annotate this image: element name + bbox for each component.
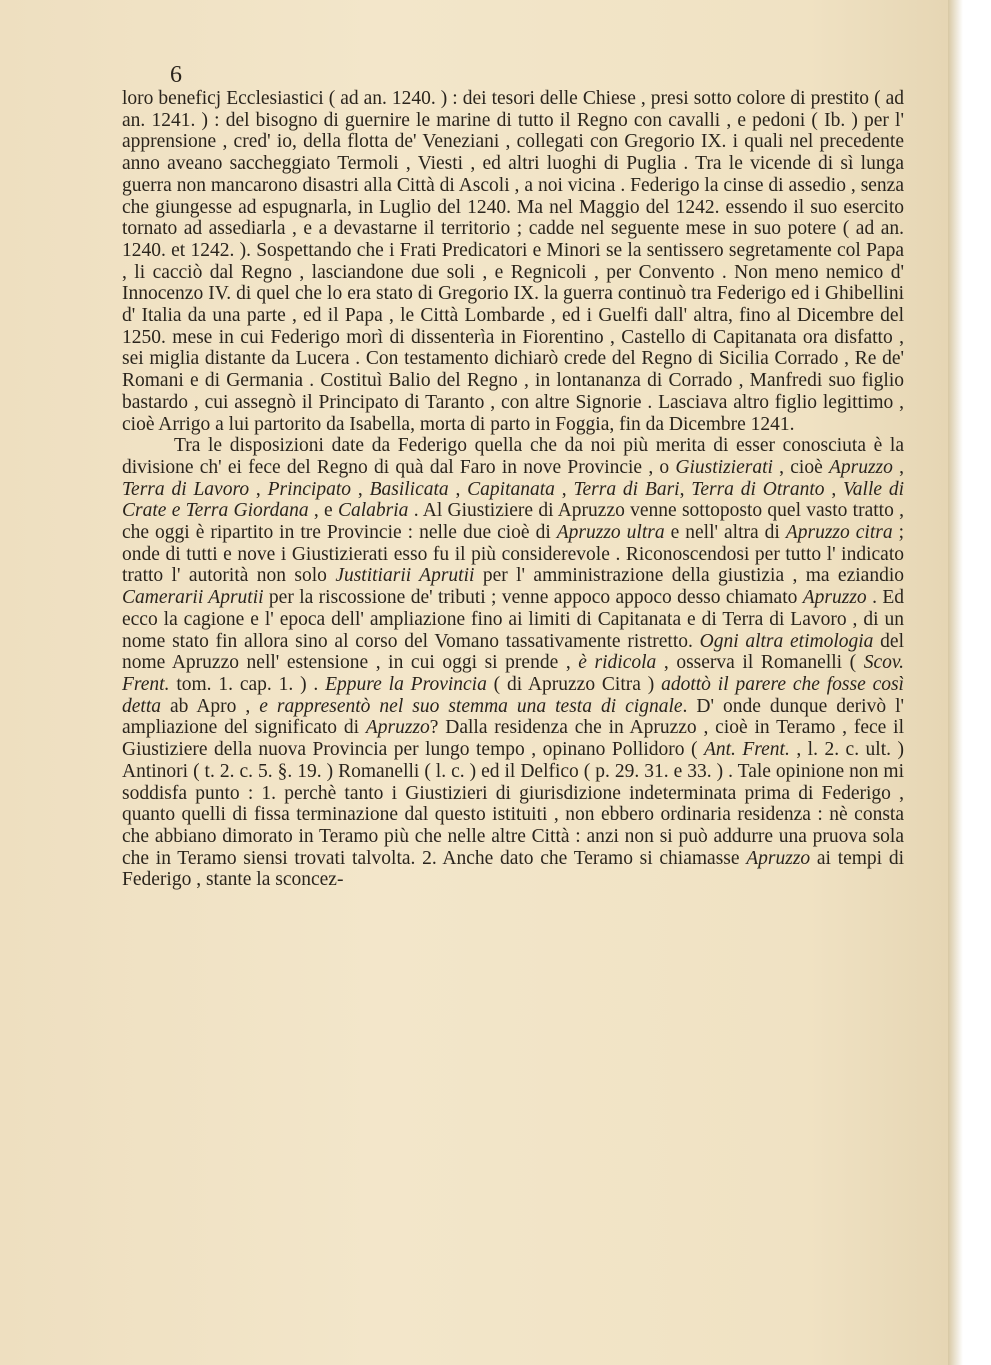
body-text bbox=[122, 88, 904, 891]
italic-text: Scov. Frent. bbox=[122, 652, 904, 695]
text-run: . D' onde dunque derivò l' ampliazione del significato di bbox=[122, 695, 905, 739]
text-run: ab Apro , bbox=[161, 695, 260, 717]
italic-text: Terra di Bari bbox=[573, 478, 680, 500]
italic-text: Eppure la Provincia bbox=[325, 673, 487, 695]
text-run: e nell' altra di bbox=[664, 522, 786, 544]
text-run: tom. 1. cap. 1. ) . bbox=[169, 673, 326, 695]
text-run: per la riscossione de' tributi ; venne appoco appoco desso chiamato bbox=[263, 587, 803, 609]
text-run: per l' amministrazione della giustizia , ma eziandio bbox=[474, 565, 904, 587]
text-run: Tra le disposizioni date da Federigo quella che da noi più merita di esser conosciuta è la divisione ch' ei fece del Regno di quà dal Faro in nove Provincie , o bbox=[122, 435, 904, 478]
text-run: , bbox=[679, 478, 692, 500]
italic-text: e rappresentò nel suo stemma una testa di cignale bbox=[259, 695, 683, 717]
text-run: , bbox=[892, 456, 904, 478]
italic-text: Valle di Crate e Terra Giordana bbox=[122, 478, 905, 522]
italic-text: Terra di Otranto bbox=[691, 478, 825, 500]
italic-text: Ogni altra etimologia bbox=[699, 630, 874, 652]
page-number: 6 bbox=[170, 62, 182, 88]
italic-text: Apruzzo bbox=[746, 847, 811, 869]
text-run: ( di Apruzzo Citra ) bbox=[486, 673, 662, 695]
italic-text: è ridicola bbox=[578, 652, 657, 674]
italic-text: Terra di Lavoro bbox=[122, 478, 250, 500]
italic-text: Apruzzo citra bbox=[785, 522, 893, 544]
italic-text: Apruzzo bbox=[802, 587, 867, 609]
text-run: , e bbox=[308, 500, 338, 522]
italic-text: Calabria bbox=[337, 500, 409, 522]
text-run: , cioè bbox=[772, 456, 829, 478]
text-run: loro beneficj Ecclesiastici ( ad an. 1240. ) : dei tesori delle Chiese , presi sotto colore di prestito ( ad an. 1241. ) : del bisogno di guernire le marine di tutto il Regno con cavalli , e pedoni ( Ib. ) per l' apprensione , cred' io, della flotta de' Veneziani , collegati con Gregorio IX. i quali nel precedente anno aveano saccheggiato Termoli , Viesti , ed altri luoghi di Puglia . Tra le vicende di sì lunga guerra non mancarono disastri alla Città di Ascoli , a noi vicina . Federigo la cinse di assedio , senza che giungesse ad espugnarla, in Luglio del 1240. Ma nel Maggio del 1242. essendo il suo esercito tornato ad assediarla , e a devastarne il territorio ; cadde nel seguente mese in suo potere ( ad an. 1240. et 1242. ). Sospettando che i Frati Predicatori e Minori se la sentissero segretamente col Papa , li cacciò dal Regno , lasciandone due soli , e Regnicoli , per Convento . Non meno nemico d' Innocenzo IV. di quel che lo era stato di Gregorio IX. la guerra continuò tra Federigo ed i Ghibellini d' Italia da una parte , ed il Papa , le Città Lombarde , ed i Guelfi dall' altra, fino al Dicembre del 1250. mese in cui Federigo morì di dissenterìa in Fiorentino , Castello di Capitanata ora disfatto , sei miglia distante da Lucera . Con testamento dichiarò crede del Regno di Sicilia Corrado , Re de' Romani e di Germania . Costituì Balio del Regno , in lontananza di Corrado , Manfredi suo figlio bastardo , cui assegnò il Principato di Taranto , con altre Signorie . Lasciava altro figlio legittimo , cioè Arrigo a lui partorito da Isabella, morta di parto in Foggia, fin da Dicembre 1241. bbox=[122, 88, 904, 435]
text-run: , bbox=[448, 478, 468, 500]
paragraph bbox=[122, 435, 904, 891]
italic-text: Apruzzo bbox=[365, 717, 430, 739]
text-run: ? Dalla residenza che in Apruzzo , cioè in Teramo , fece il Giustiziere della nuova Provincia per lungo tempo , opinano Pollidoro ( bbox=[122, 717, 904, 761]
italic-text: Ant. Frent. bbox=[703, 739, 790, 761]
text-run: del nome Apruzzo nell' estensione , in cui oggi si prende , bbox=[122, 630, 905, 674]
italic-text: Basilicata bbox=[369, 478, 449, 500]
text-run: ; onde di tutti e nove i Giustizierati esso fu il più considerevole . Riconoscendosi per tutto l' indicato tratto l' autorità non solo bbox=[122, 522, 905, 587]
text-run: , bbox=[351, 478, 370, 500]
text-run: , bbox=[824, 478, 844, 500]
text-run: , bbox=[554, 478, 574, 500]
text-run: . Ed ecco la cagione e l' epoca dell' ampliazione fino ai limiti di Capitanata e di Terra di Lavoro , di un nome stato fin allora sino al corso del Vomano tassativamente ristretto. bbox=[122, 587, 904, 652]
italic-text: Apruzzo ultra bbox=[556, 522, 665, 544]
text-run: ai tempi di Federigo , stante la sconcez- bbox=[122, 847, 904, 891]
paragraph bbox=[122, 88, 904, 435]
text-run: , bbox=[249, 478, 268, 500]
italic-text: Apruzzo bbox=[828, 456, 893, 478]
italic-text: Capitanata bbox=[467, 478, 555, 500]
text-run: . Al Giustiziere di Apruzzo venne sottoposto quel vasto tratto , che oggi è ripartito in tre Provincie : nelle due cioè di bbox=[122, 500, 904, 544]
italic-text: Giustizierati bbox=[675, 456, 773, 478]
italic-text: Justitiarii Aprutii bbox=[335, 565, 475, 587]
text-run: , l. 2. c. ult. ) Antinori ( t. 2. c. 5. §. 19. ) Romanelli ( l. c. ) ed il Delfico ( p. 29. 31. e 33. ) . Tale opinione non mi soddisfa punto : 1. perchè tanto i Giustizieri di giurisdizione indeterminata prima di Federigo , quanto quelli di fissa terminazione dal questo istituiti , non ebbero ordinaria residenza : nè consta che abbiano dimorato in Teramo più che nelle altre Città : anzi non si può addurre una pruova sola che in Teramo siensi trovati talvolta. 2. Anche dato che Teramo si chiamasse bbox=[122, 739, 904, 869]
text-run: , osserva il Romanelli ( bbox=[656, 652, 864, 674]
italic-text: Camerarii Aprutii bbox=[122, 587, 264, 609]
italic-text: adottò il parere che fosse così detta bbox=[122, 673, 904, 717]
italic-text: Principato bbox=[267, 478, 352, 500]
page-edge bbox=[948, 0, 991, 1365]
